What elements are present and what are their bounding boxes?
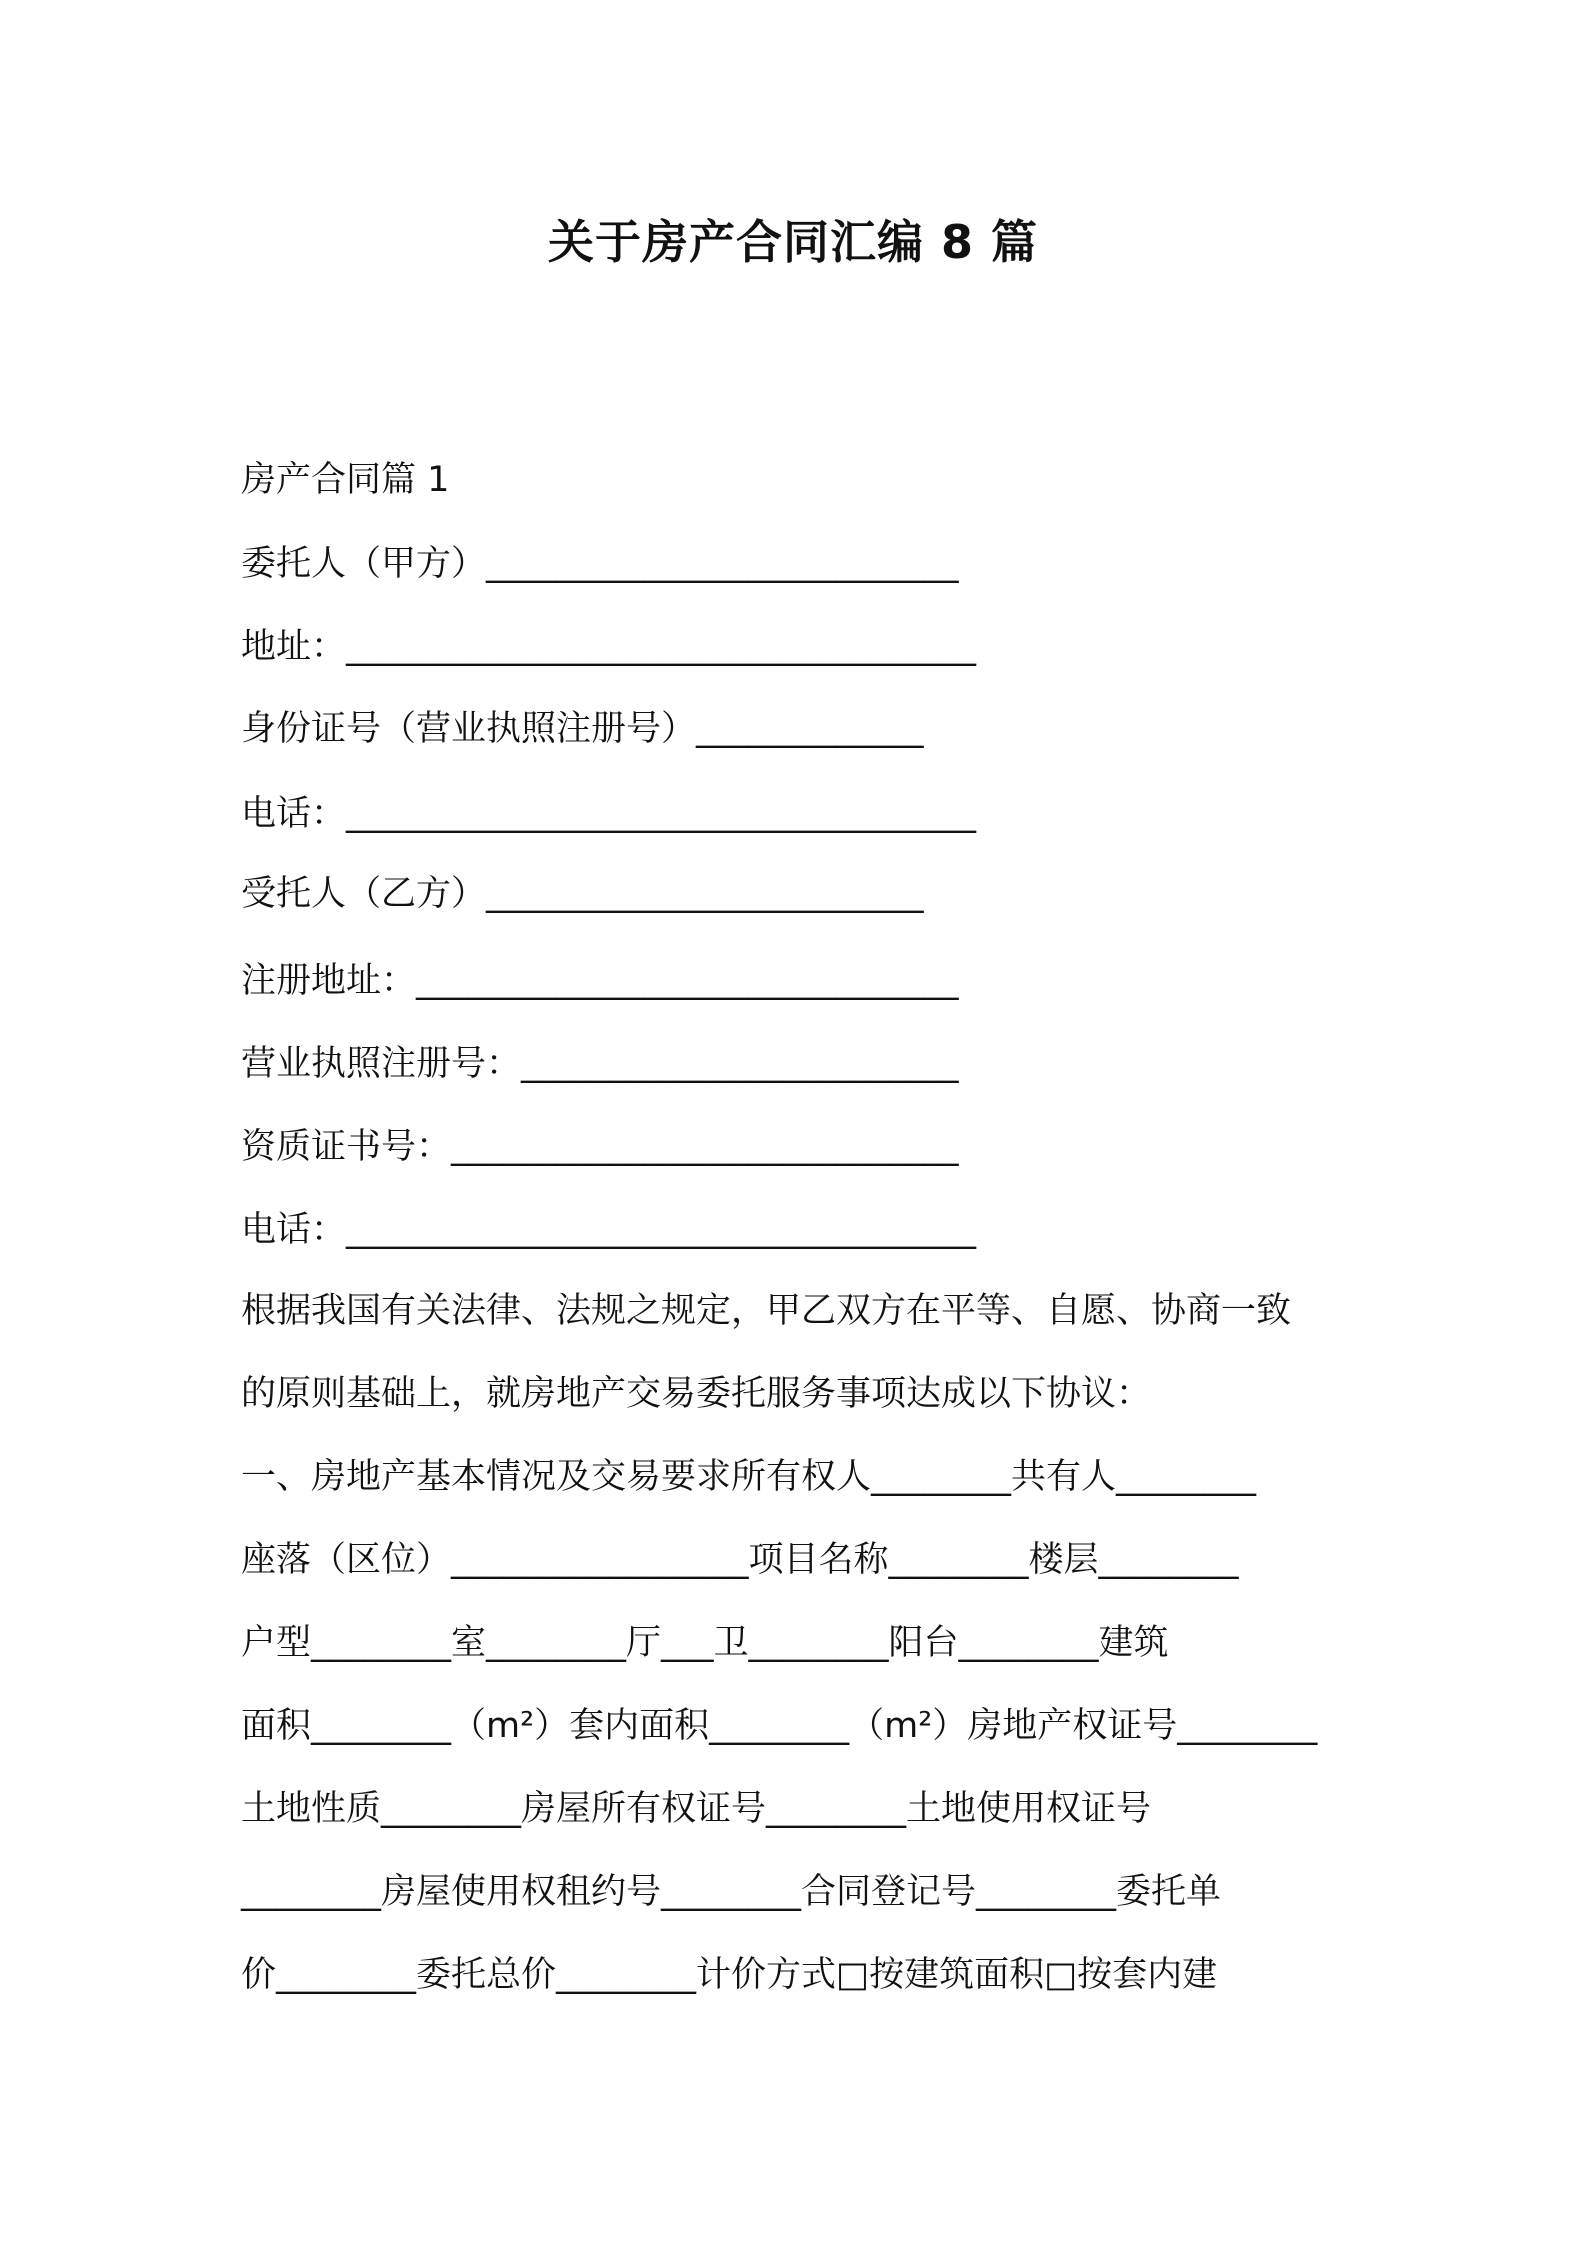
- paragraph-line: ________房屋使用权租约号________合同登记号________委托单: [241, 1872, 1222, 1912]
- field-line-qualification: 资质证书号：_____________________________: [241, 1127, 959, 1167]
- field-line-business-license: 营业执照注册号：_________________________: [241, 1044, 959, 1084]
- paragraph-line: 土地性质________房屋所有权证号________土地使用权证号: [241, 1789, 1152, 1829]
- field-line-registered-address: 注册地址：_______________________________: [241, 961, 959, 1001]
- section-heading: 房产合同篇 1: [241, 460, 450, 500]
- document-title: 关于房产合同汇编 8 篇: [547, 215, 1039, 269]
- field-line-client: 委托人（甲方）___________________________: [241, 544, 959, 584]
- paragraph-line: 的原则基础上，就房地产交易委托服务事项达成以下协议：: [241, 1374, 1152, 1414]
- field-line-phone-2: 电话：____________________________________: [241, 1210, 977, 1250]
- field-line-address: 地址：____________________________________: [241, 627, 977, 667]
- paragraph-line: 根据我国有关法律、法规之规定，甲乙双方在平等、自愿、协商一致: [241, 1291, 1292, 1331]
- field-line-phone: 电话：____________________________________: [241, 794, 977, 834]
- field-line-id-number: 身份证号（营业执照注册号）_____________: [241, 709, 924, 749]
- paragraph-line: 一、房地产基本情况及交易要求所有权人________共有人________: [241, 1457, 1257, 1497]
- paragraph-line: 座落（区位）_________________项目名称________楼层________: [241, 1540, 1239, 1580]
- paragraph-line: 价________委托总价________计价方式□按建筑面积□按套内建: [241, 1955, 1218, 1995]
- paragraph-line: 面积________（m²）套内面积________（m²）房地产权证号________: [241, 1706, 1318, 1746]
- paragraph-line: 户型________室________厅___卫________阳台________建筑: [241, 1623, 1169, 1663]
- field-line-trustee: 受托人（乙方）_________________________: [241, 874, 924, 914]
